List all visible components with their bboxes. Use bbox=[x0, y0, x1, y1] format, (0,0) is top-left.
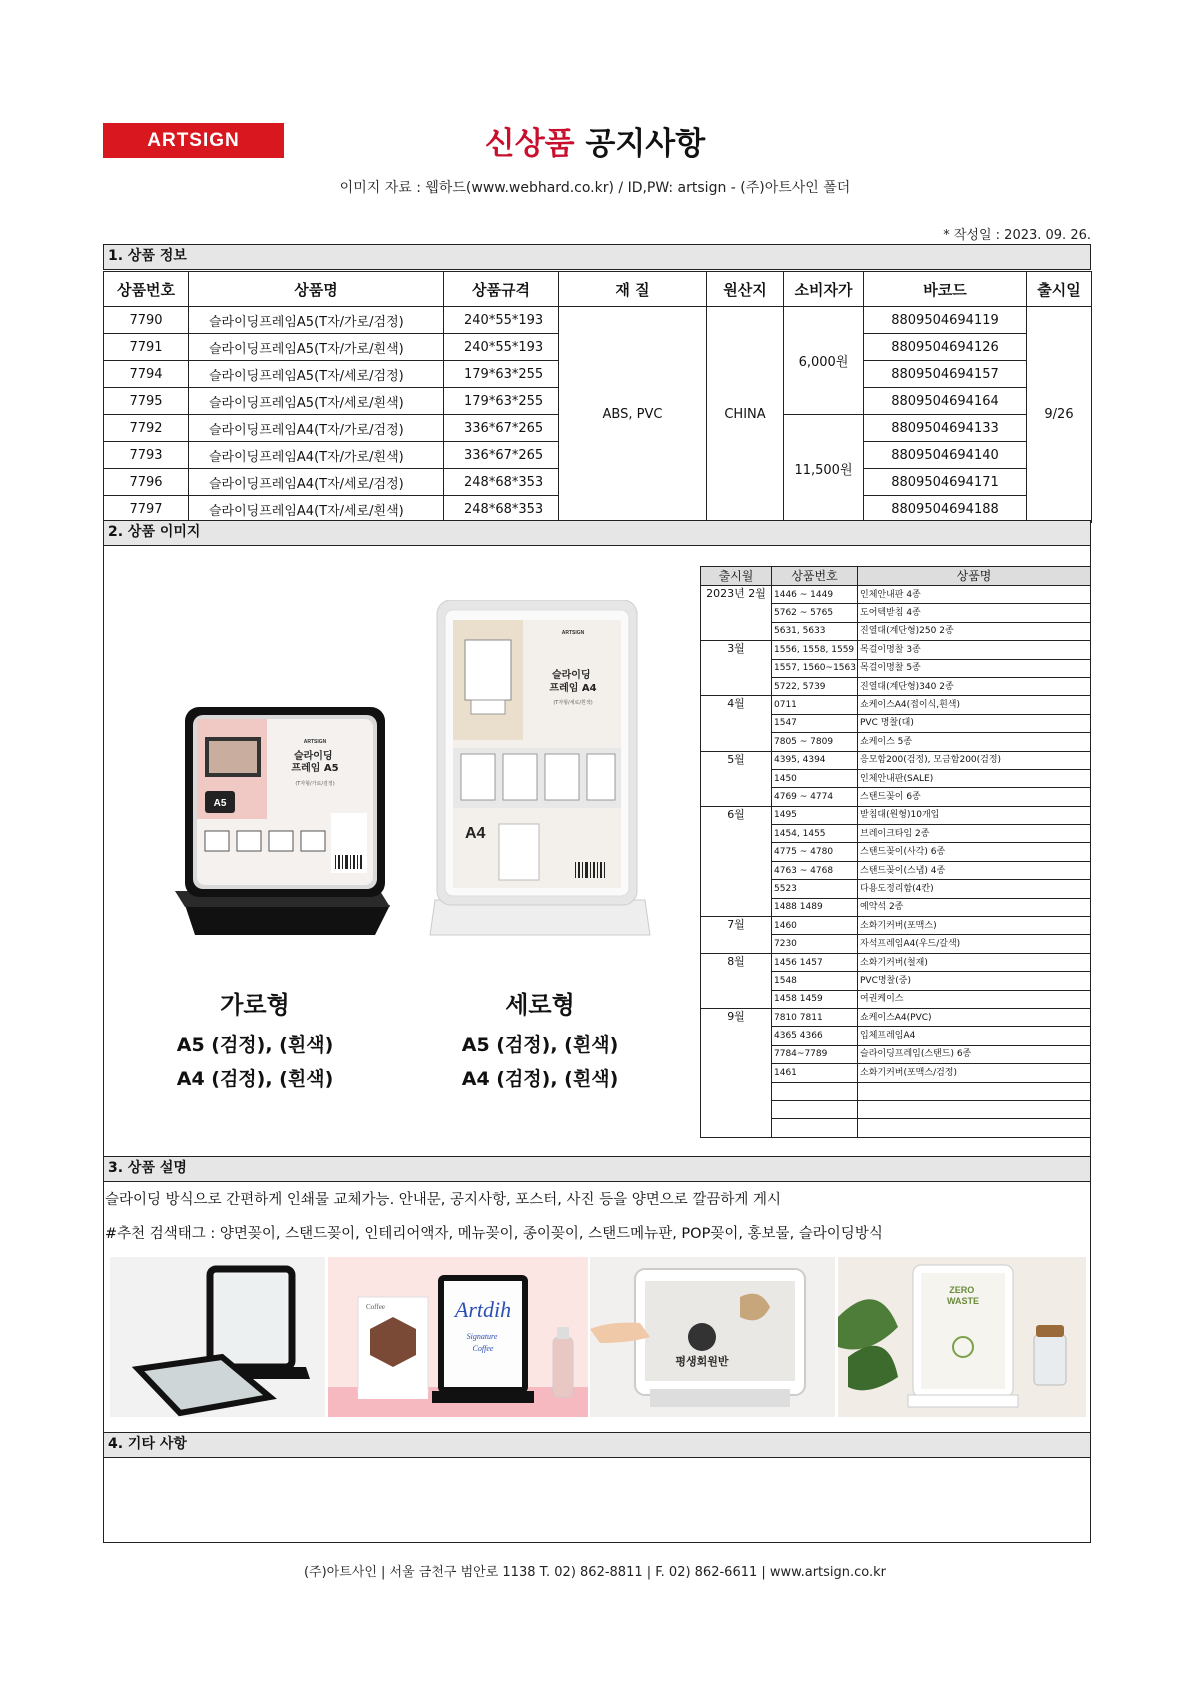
photo-signature-l2: Coffee bbox=[472, 1344, 494, 1353]
product-name-cell: 슬라이딩프레임A5(T자/가로/흰색) bbox=[189, 334, 444, 361]
a4-label-l1: 슬라이딩 bbox=[551, 670, 591, 681]
a4-label-sub: (T자형/세로/흰색) bbox=[553, 700, 593, 706]
release-no-cell: 1495 bbox=[772, 806, 858, 824]
product-name-cell: 슬라이딩프레임A4(T자/세로/검정) bbox=[189, 469, 444, 496]
artsign-logo: ARTSIGN bbox=[103, 123, 284, 158]
col-header-no: 상품번호 bbox=[104, 272, 189, 307]
release-no-cell: 7230 bbox=[772, 935, 858, 953]
photo-signature-l1: Signature bbox=[466, 1332, 498, 1341]
release-no-cell: 5523 bbox=[772, 880, 858, 898]
product-no-cell: 7796 bbox=[104, 469, 189, 496]
release-name-cell: PVC 명찰(대) bbox=[858, 714, 1091, 732]
release-name-cell: 브레이크타임 2종 bbox=[858, 825, 1091, 843]
col-header-price: 소비자가 bbox=[784, 272, 864, 307]
product-spec-cell: 179*63*255 bbox=[444, 361, 559, 388]
release-no-cell: 1446 ~ 1449 bbox=[772, 586, 858, 604]
release-no-cell bbox=[772, 1119, 858, 1137]
section-1-header: 1. 상품 정보 bbox=[103, 244, 1091, 270]
product-table-header bbox=[104, 272, 1092, 307]
list-item bbox=[701, 751, 1091, 769]
release-month-cell: 2023년 2월 bbox=[701, 586, 772, 641]
search-tags: #추천 검색태그 : 양면꽂이, 스탠드꽂이, 인테리어액자, 메뉴꽂이, 종이꽂이, 스탠드메뉴판, POP꽂이, 홍보물, 슬라이딩방식 bbox=[105, 1226, 883, 1242]
release-name-cell: 소화기커버(포맥스/검정) bbox=[858, 1064, 1091, 1082]
landscape-line-1: A5 (검정), (흰색) bbox=[176, 1034, 334, 1056]
list-item bbox=[701, 696, 1091, 714]
release-no-cell: 5722, 5739 bbox=[772, 677, 858, 695]
product-name-cell: 슬라이딩프레임A4(T자/세로/흰색) bbox=[189, 496, 444, 523]
price-a4-cell: 11,500원 bbox=[784, 415, 864, 523]
release-name-cell: 자석프레임A4(우드/갈색) bbox=[858, 935, 1091, 953]
landscape-title: 가로형 bbox=[220, 991, 290, 1019]
product-no-cell: 7795 bbox=[104, 388, 189, 415]
photo-sliding-demo bbox=[590, 1257, 835, 1417]
svg-text:슬라이딩 프레임 A5 bbox=[290, 749, 338, 774]
a4-box-brand: ARTSIGN bbox=[561, 630, 585, 636]
product-spec-cell: 179*63*255 bbox=[444, 388, 559, 415]
photo-black-frame bbox=[110, 1257, 325, 1417]
release-col-month: 출시월 bbox=[701, 567, 772, 586]
a4-badge: A4 bbox=[465, 825, 486, 842]
product-no-cell: 7794 bbox=[104, 361, 189, 388]
product-info-table bbox=[103, 271, 1092, 523]
col-header-material: 재 질 bbox=[559, 272, 707, 307]
written-date: * 작성일 : 2023. 09. 26. bbox=[943, 228, 1091, 243]
release-col-no: 상품번호 bbox=[772, 567, 858, 586]
release-no-cell: 1461 bbox=[772, 1064, 858, 1082]
release-no-cell: 4365 4366 bbox=[772, 1027, 858, 1045]
photo-coffee-label: Coffee bbox=[366, 1303, 385, 1311]
release-name-cell: 스탠드꽂이 6종 bbox=[858, 788, 1091, 806]
portrait-title: 세로형 bbox=[505, 991, 575, 1019]
barcode-cell: 8809504694140 bbox=[864, 442, 1027, 469]
product-spec-cell: 240*55*193 bbox=[444, 334, 559, 361]
release-name-cell: 인체안내판 4종 bbox=[858, 586, 1091, 604]
release-no-cell: 0711 bbox=[772, 696, 858, 714]
list-item bbox=[701, 1008, 1091, 1026]
release-no-cell: 1547 bbox=[772, 714, 858, 732]
release-no-cell: 5762 ~ 5765 bbox=[772, 604, 858, 622]
release-no-cell: 7810 7811 bbox=[772, 1008, 858, 1026]
list-item bbox=[701, 806, 1091, 824]
release-no-cell: 1557, 1560~1563 bbox=[772, 659, 858, 677]
release-name-cell: 스탠드꽂이(사각) 6종 bbox=[858, 843, 1091, 861]
release-month-cell: 6월 bbox=[701, 806, 772, 916]
a4-label-l2: 프레임 A4 bbox=[549, 683, 597, 694]
release-col-name: 상품명 bbox=[858, 567, 1091, 586]
product-spec-cell: 248*68*353 bbox=[444, 496, 559, 523]
release-month-cell: 5월 bbox=[701, 751, 772, 806]
product-no-cell: 7797 bbox=[104, 496, 189, 523]
price-a5-cell: 6,000원 bbox=[784, 307, 864, 415]
photo-zero-l1: ZERO bbox=[949, 1285, 975, 1295]
barcode-cell: 8809504694126 bbox=[864, 334, 1027, 361]
photo-zero-l2: WASTE bbox=[946, 1296, 980, 1306]
landscape-frame-photo bbox=[145, 695, 405, 945]
description-text: 슬라이딩 방식으로 간편하게 인쇄물 교체가능. 안내문, 공지사항, 포스터, 사진 등을 양면으로 깔끔하게 게시 bbox=[105, 1192, 782, 1208]
release-no-cell: 1488 1489 bbox=[772, 898, 858, 916]
product-spec-cell: 336*67*265 bbox=[444, 442, 559, 469]
portrait-frame-photo bbox=[425, 600, 660, 945]
release-name-cell: 스탠드꽂이(스냅) 4종 bbox=[858, 861, 1091, 879]
release-no-cell: 1456 1457 bbox=[772, 953, 858, 971]
material-cell: ABS, PVC bbox=[559, 307, 707, 523]
release-month-cell: 3월 bbox=[701, 641, 772, 696]
list-item bbox=[701, 917, 1091, 935]
release-name-cell: 소화기커버(포맥스) bbox=[858, 917, 1091, 935]
release-month-cell: 7월 bbox=[701, 917, 772, 954]
release-name-cell: 쇼케이스A4(PVC) bbox=[858, 1008, 1091, 1026]
release-no-cell: 4395, 4394 bbox=[772, 751, 858, 769]
release-no-cell bbox=[772, 1082, 858, 1100]
release-no-cell: 7805 ~ 7809 bbox=[772, 733, 858, 751]
release-no-cell: 4769 ~ 4774 bbox=[772, 788, 858, 806]
release-name-cell bbox=[858, 1082, 1091, 1100]
release-name-cell bbox=[858, 1119, 1091, 1137]
col-header-spec: 상품규격 bbox=[444, 272, 559, 307]
col-header-origin: 원산지 bbox=[707, 272, 784, 307]
title-text: 공지사항 bbox=[574, 126, 706, 162]
portrait-line-1: A5 (검정), (흰색) bbox=[461, 1034, 619, 1056]
release-month-cell: 8월 bbox=[701, 953, 772, 1008]
release-name-cell: 슬라이딩프레임(스탠드) 6종 bbox=[858, 1045, 1091, 1063]
a5-label-sub: (T자형/가로/검정) bbox=[295, 781, 335, 787]
release-name-cell bbox=[858, 1100, 1091, 1118]
product-no-cell: 7791 bbox=[104, 334, 189, 361]
release-date-cell: 9/26 bbox=[1027, 307, 1092, 523]
barcode-cell: 8809504694171 bbox=[864, 469, 1027, 496]
product-no-cell: 7790 bbox=[104, 307, 189, 334]
release-table-header bbox=[701, 567, 1091, 586]
release-no-cell: 1556, 1558, 1559 bbox=[772, 641, 858, 659]
release-no-cell: 1548 bbox=[772, 972, 858, 990]
release-name-cell: 다용도정리함(4칸) bbox=[858, 880, 1091, 898]
barcode-cell: 8809504694188 bbox=[864, 496, 1027, 523]
release-name-cell: 목걸이명찰 3종 bbox=[858, 641, 1091, 659]
release-no-cell: 1458 1459 bbox=[772, 990, 858, 1008]
origin-cell: CHINA bbox=[707, 307, 784, 523]
release-no-cell: 7784~7789 bbox=[772, 1045, 858, 1063]
release-no-cell: 4775 ~ 4780 bbox=[772, 843, 858, 861]
photo-cafe-display bbox=[328, 1257, 588, 1417]
release-name-cell: 예약석 2종 bbox=[858, 898, 1091, 916]
photo-membership-text: 평생회원반 bbox=[675, 1355, 729, 1368]
svg-text:ZERO WASTE bbox=[947, 1285, 979, 1306]
product-spec-cell: 336*67*265 bbox=[444, 415, 559, 442]
release-name-cell: PVC명찰(중) bbox=[858, 972, 1091, 990]
release-no-cell bbox=[772, 1100, 858, 1118]
section-2-header: 2. 상품 이미지 bbox=[103, 520, 1091, 546]
release-month-cell: 4월 bbox=[701, 696, 772, 751]
product-no-cell: 7792 bbox=[104, 415, 189, 442]
release-name-cell: 소화기커버(철재) bbox=[858, 953, 1091, 971]
landscape-line-2: A4 (검정), (흰색) bbox=[176, 1068, 334, 1090]
footer-contact: (주)아트사인 | 서울 금천구 범안로 1138 T. 02) 862-8811 | F. 02) 862-6611 | www.artsign.co.kr bbox=[303, 1565, 887, 1580]
list-item bbox=[701, 953, 1091, 971]
list-item bbox=[701, 641, 1091, 659]
release-no-cell: 1450 bbox=[772, 769, 858, 787]
list-item bbox=[701, 586, 1091, 604]
photo-artdih-text: Artdih bbox=[454, 1297, 512, 1322]
release-name-cell: 응모함200(검정), 모금함200(검정) bbox=[858, 751, 1091, 769]
col-header-name: 상품명 bbox=[189, 272, 444, 307]
release-month-cell: 9월 bbox=[701, 1008, 772, 1137]
product-no-cell: 7793 bbox=[104, 442, 189, 469]
title-highlight: 신상품 bbox=[484, 126, 575, 162]
other-notes-area bbox=[103, 1457, 1091, 1543]
product-name-cell: 슬라이딩프레임A5(T자/가로/검정) bbox=[189, 307, 444, 334]
portrait-line-2: A4 (검정), (흰색) bbox=[461, 1068, 619, 1090]
photo-zero-waste bbox=[838, 1257, 1086, 1417]
release-name-cell: 받침대(원형)10개입 bbox=[858, 806, 1091, 824]
barcode-cell: 8809504694119 bbox=[864, 307, 1027, 334]
section-4-header: 4. 기타 사항 bbox=[103, 1432, 1091, 1458]
release-no-cell: 4763 ~ 4768 bbox=[772, 861, 858, 879]
release-no-cell: 5631, 5633 bbox=[772, 622, 858, 640]
release-history-table bbox=[700, 566, 1091, 1138]
release-name-cell: 쇼케이스 5종 bbox=[858, 733, 1091, 751]
product-name-cell: 슬라이딩프레임A4(T자/가로/검정) bbox=[189, 415, 444, 442]
col-header-release: 출시일 bbox=[1027, 272, 1092, 307]
page-title bbox=[0, 118, 1190, 163]
a5-box-brand: ARTSIGN bbox=[303, 739, 327, 745]
release-name-cell: 입체프레임A4 bbox=[858, 1027, 1091, 1045]
release-name-cell: 여권케이스 bbox=[858, 990, 1091, 1008]
product-spec-cell: 248*68*353 bbox=[444, 469, 559, 496]
barcode-cell: 8809504694157 bbox=[864, 361, 1027, 388]
release-no-cell: 1460 bbox=[772, 917, 858, 935]
release-name-cell: 진열대(계단형)250 2종 bbox=[858, 622, 1091, 640]
a5-label-l1: 슬라이딩 bbox=[293, 751, 333, 762]
product-name-cell: 슬라이딩프레임A4(T자/가로/흰색) bbox=[189, 442, 444, 469]
table-row bbox=[104, 307, 1092, 334]
section-3-header: 3. 상품 설명 bbox=[103, 1156, 1091, 1182]
col-header-barcode: 바코드 bbox=[864, 272, 1027, 307]
release-name-cell: 진열대(계단형)340 2종 bbox=[858, 677, 1091, 695]
source-info: 이미지 자료 : 웹하드(www.webhard.co.kr) / ID,PW: artsign - (주)아트사인 폴더 bbox=[339, 180, 851, 196]
release-name-cell: 도어텍받침 4종 bbox=[858, 604, 1091, 622]
release-name-cell: 목걸이명찰 5종 bbox=[858, 659, 1091, 677]
barcode-cell: 8809504694133 bbox=[864, 415, 1027, 442]
release-no-cell: 1454, 1455 bbox=[772, 825, 858, 843]
product-name-cell: 슬라이딩프레임A5(T자/세로/검정) bbox=[189, 361, 444, 388]
product-spec-cell: 240*55*193 bbox=[444, 307, 559, 334]
a5-label-l2: 프레임 A5 bbox=[291, 763, 339, 774]
product-name-cell: 슬라이딩프레임A5(T자/세로/흰색) bbox=[189, 388, 444, 415]
release-name-cell: 쇼케이스A4(접이식,흰색) bbox=[858, 696, 1091, 714]
a5-badge: A5 bbox=[213, 798, 227, 809]
release-name-cell: 인체안내판(SALE) bbox=[858, 769, 1091, 787]
barcode-cell: 8809504694164 bbox=[864, 388, 1027, 415]
